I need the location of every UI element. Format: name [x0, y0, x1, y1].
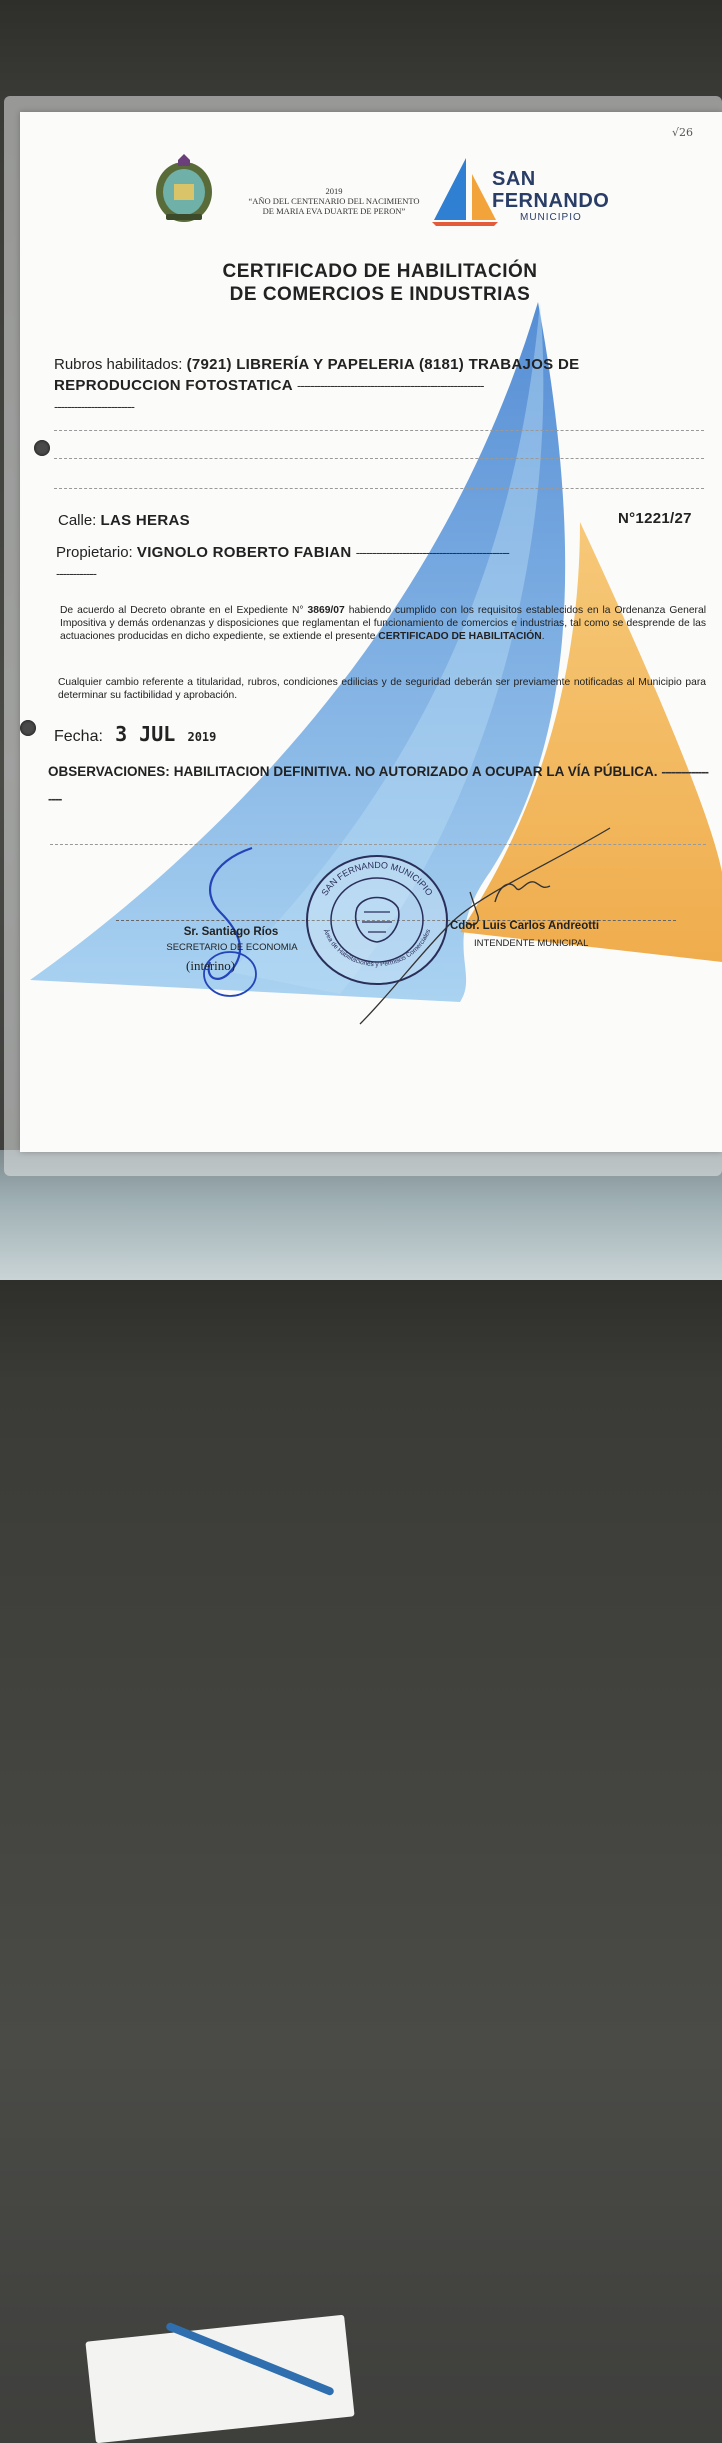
rubros-value-line-2: REPRODUCCION FOTOSTATICA	[54, 377, 293, 394]
san-fernando-logo-icon	[430, 156, 500, 226]
rubros-fill-line-3: ------------------------	[54, 399, 134, 414]
propietario-value: VIGNOLO ROBERTO FABIAN	[136, 544, 352, 561]
brand-fernando: FERNANDO	[492, 190, 610, 212]
certificate-title	[80, 260, 680, 306]
stamp-bottom-text: Área de Habilitaciones y Permisos Comerciales	[321, 928, 433, 969]
right-signatory-role: INTENDENTE MUNICIPAL	[474, 938, 589, 949]
title-line-1: CERTIFICADO DE HABILITACIÓN	[222, 261, 538, 282]
propietario-fill-2: ------------	[56, 566, 96, 581]
decree-text-b: habiendo cumplido con los requisitos establecidos en la Ordenanza General Impositiva y demás ordenanzas y disposiciones que reglamentan el funcionamiento de comercios e industrias, tal como se desprende de las actuaciones producidas en dicho expediente, se extiende el presente	[60, 605, 706, 642]
rubros-value-line-1: (7921) LIBRERÍA Y PAPELERIA (8181) TRABAJOS DE	[186, 356, 580, 373]
stamp-top-text: SAN FERNANDO MUNICIPIO	[319, 859, 435, 898]
observaciones-fill: ------------------	[48, 764, 708, 806]
propietario-fill-1: ----------------------------------------------	[355, 545, 509, 560]
rubros-fill-line-2: --------------------------------------------------------	[297, 378, 484, 393]
propietario-label: Propietario:	[56, 544, 133, 561]
punch-hole	[34, 440, 50, 456]
brand-san: SAN	[492, 168, 536, 190]
decree-certificate-name: CERTIFICADO DE HABILITACIÓN	[378, 631, 542, 642]
street-number-value: N°1221/27	[618, 510, 692, 527]
calle-label: Calle:	[58, 512, 97, 529]
motto-year: 2019	[325, 186, 343, 196]
decree-paragraph	[60, 604, 706, 643]
title-line-2: DE COMERCIOS E INDUSTRIAS	[229, 284, 531, 305]
observaciones-label: OBSERVACIONES:	[48, 764, 170, 779]
changes-paragraph: Cualquier cambio referente a titularidad, rubros, condiciones edilicias y de seguridad deberán ser previamente notificadas al Municipio para determinar su factibilidad y aprobación.	[58, 677, 706, 701]
expediente-number: 3869/07	[307, 605, 345, 616]
fecha-stamp-value: 3 JUL	[115, 722, 176, 746]
fecha-field	[54, 724, 216, 748]
fecha-label: Fecha:	[54, 728, 103, 745]
rubros-field	[54, 354, 704, 417]
desk-paper	[85, 2315, 354, 2443]
certificate-sheet	[20, 112, 722, 1152]
observaciones-text: HABILITACION DEFINITIVA. NO AUTORIZADO A OCUPAR LA VÍA PÚBLICA.	[173, 764, 658, 779]
blank-line	[54, 488, 704, 489]
brand-wordmark	[492, 168, 609, 223]
left-signatory-name: Sr. Santiago Ríos	[183, 926, 279, 938]
blank-line	[54, 458, 704, 459]
observaciones-field	[48, 758, 708, 812]
motto-line-2: DE MARIA EVA DUARTE DE PERON”	[262, 206, 406, 216]
left-signatory-note: (interino)	[186, 958, 236, 973]
decree-text-end: .	[541, 631, 545, 642]
fecha-stamp-year: 2019	[187, 730, 217, 744]
brand-municipio: MUNICIPIO	[520, 212, 582, 223]
calle-value: LAS HERAS	[100, 512, 190, 529]
calle-field	[58, 510, 190, 531]
blank-line	[54, 430, 704, 431]
motto-line-1: “AÑO DEL CENTENARIO DEL NACIMIENTO	[248, 196, 420, 206]
right-signatory-name: Cdor. Luis Carlos Andreotti	[450, 920, 600, 932]
propietario-field	[56, 542, 706, 584]
left-signature-scribble	[190, 842, 280, 1002]
punch-hole	[20, 720, 36, 736]
rubros-label: Rubros habilitados:	[54, 356, 183, 373]
municipal-seal-icon	[152, 152, 216, 226]
corner-handwriting: √26	[672, 126, 694, 139]
street-number	[618, 508, 692, 529]
left-signatory-role: SECRETARIO DE ECONOMIA	[166, 942, 298, 953]
decree-text-a: De acuerdo al Decreto obrante en el Expediente N°	[60, 605, 308, 616]
motto	[236, 186, 432, 216]
